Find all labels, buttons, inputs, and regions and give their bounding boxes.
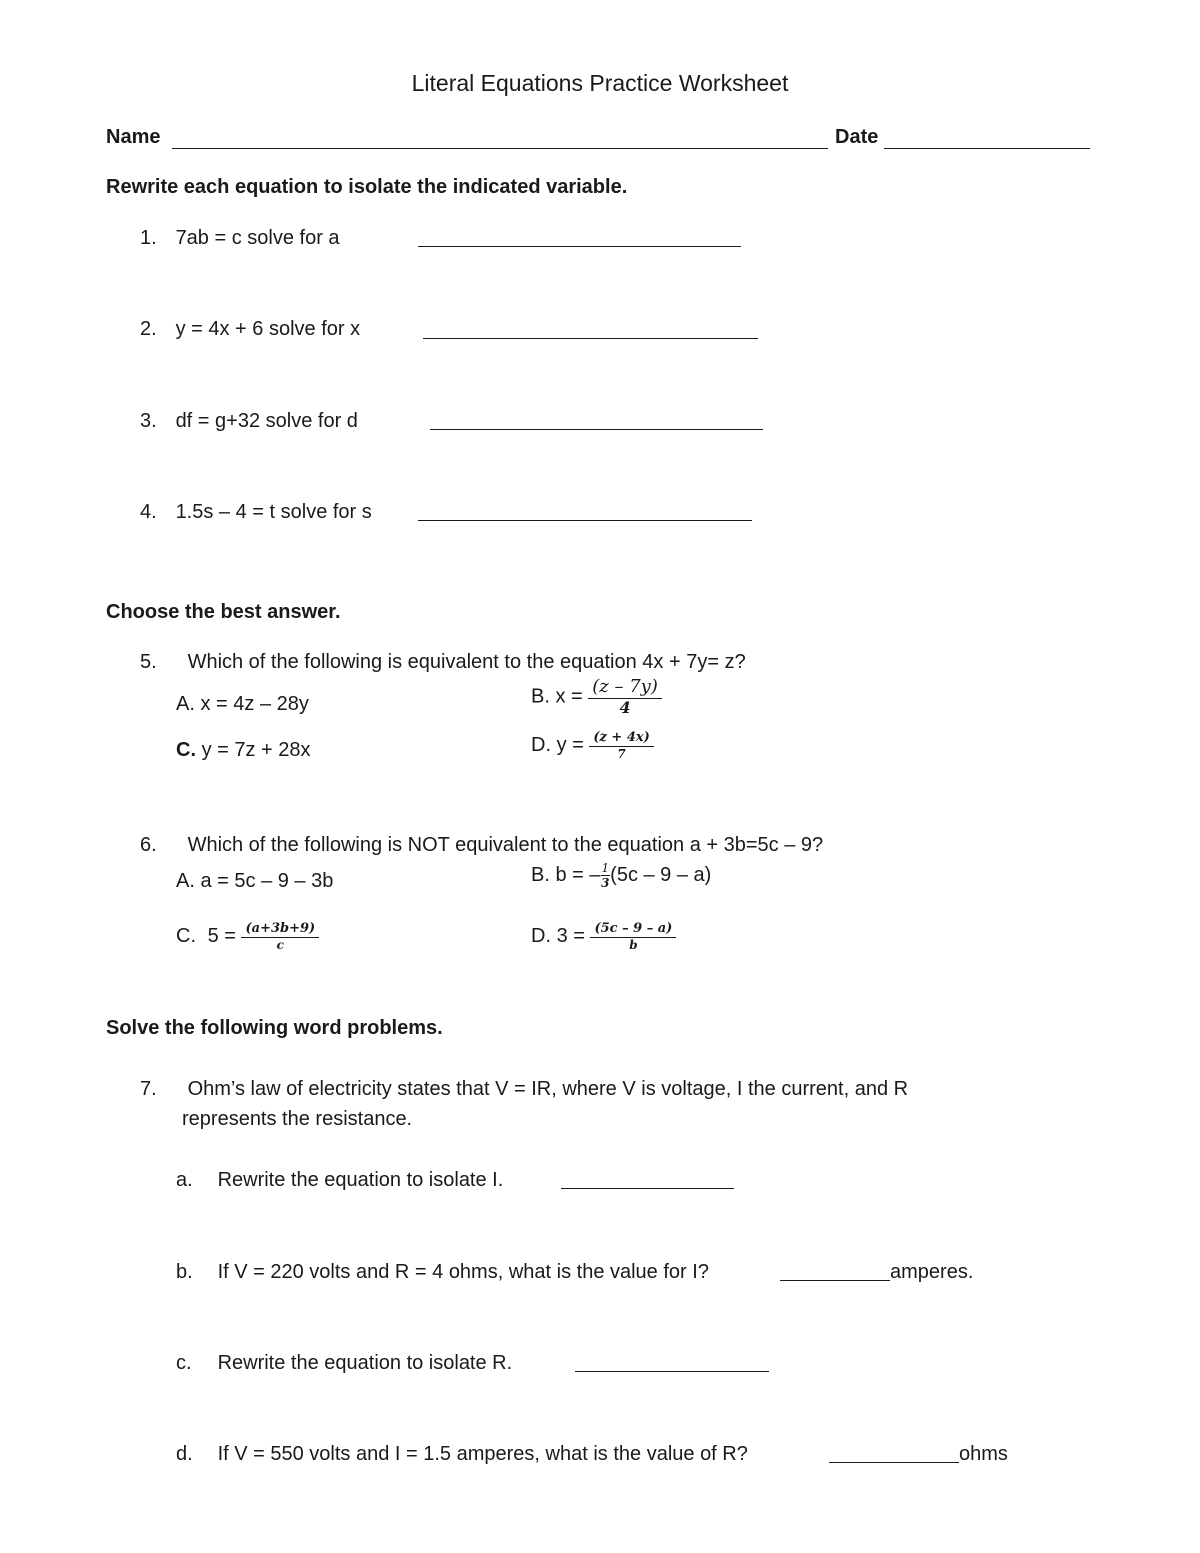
question-7b [176,1261,709,1284]
question-7d [176,1443,748,1466]
choice-label: A. [176,693,195,715]
fraction [590,922,676,951]
sub-label: a. [176,1169,193,1191]
choice-text: a = 5c – 9 – 3b [200,870,334,892]
choice-6a[interactable] [176,870,333,893]
question-number: 4. [140,501,157,523]
question-7a [176,1169,503,1192]
sub-text: Rewrite the equation to isolate I. [217,1169,504,1191]
choice-label: B. [531,863,550,886]
question-7 [140,1078,908,1101]
choice-lhs: y = [556,733,584,756]
choice-lhs: 3 = [556,924,585,947]
question-text: 1.5s – 4 = t solve for s [175,501,372,523]
choice-6c[interactable] [176,922,319,951]
choice-label: A. [176,870,195,892]
section2-heading: Choose the best answer. [106,601,341,623]
answer-line-1[interactable] [418,246,741,247]
section3-heading: Solve the following word problems. [106,1017,443,1039]
unit-ohms: ohms [959,1443,1008,1465]
numerator: (z – 7y) [588,678,662,699]
date-field[interactable] [884,148,1090,149]
question-5 [140,651,746,674]
question-6 [140,834,823,857]
fraction [589,731,653,760]
page-title: Literal Equations Practice Worksheet [411,70,789,96]
question-text: Which of the following is equivalent to the equation 4x + 7y= z? [187,651,746,673]
question-number: 6. [140,834,157,856]
answer-line-4[interactable] [418,520,752,521]
answer-line-7c[interactable] [575,1371,769,1372]
choice-label: C. [176,739,196,761]
question-2 [140,318,360,341]
choice-rest: (5c – 9 – a) [610,863,712,886]
question-text: y = 4x + 6 solve for x [175,318,361,340]
section1-heading: Rewrite each equation to isolate the indicated variable. [106,176,628,198]
choice-lhs: x = [555,685,583,708]
question-text: Which of the following is NOT equivalent to the equation a + 3b=5c – 9? [187,834,824,856]
question-number: 3. [140,410,157,432]
denominator: b [629,937,638,952]
unit-amperes: amperes. [890,1261,974,1283]
choice-6b[interactable] [531,862,711,889]
fraction [241,922,319,951]
sub-text: If V = 550 volts and I = 1.5 amperes, what is the value of R? [217,1443,748,1465]
choice-5d[interactable] [531,731,654,760]
question-number: 1. [140,227,157,249]
question-number: 5. [140,651,157,673]
sub-label: d. [176,1443,193,1465]
question-text-line1: Ohm’s law of electricity states that V = IR, where V is voltage, I the current, and R [187,1078,909,1100]
choice-lhs: b = – [555,863,601,886]
numerator: 1 [601,861,610,875]
date-label: Date [835,126,879,148]
numerator: (a+3b+9) [241,922,319,938]
answer-line-7b[interactable] [780,1280,890,1281]
sub-text: If V = 220 volts and R = 4 ohms, what is the value for I? [217,1261,709,1283]
denominator: 7 [617,746,626,761]
choice-label: B. [531,685,550,708]
question-7c [176,1352,512,1375]
answer-line-3[interactable] [430,429,763,430]
choice-text: x = 4z – 28y [200,693,309,715]
choice-text: y = 7z + 28x [201,739,311,761]
question-text: df = g+32 solve for d [175,410,358,432]
question-3 [140,410,358,433]
choice-5b[interactable] [531,678,662,717]
question-number: 2. [140,318,157,340]
choice-5c[interactable] [176,739,311,762]
question-number: 7. [140,1078,157,1100]
denominator: c [276,937,284,952]
answer-line-2[interactable] [423,338,758,339]
name-field[interactable] [172,148,828,149]
name-label: Name [106,126,161,148]
fraction [601,862,611,889]
denominator: 3 [601,875,610,890]
choice-label: D. [531,924,551,947]
answer-line-7d[interactable] [829,1462,959,1463]
numerator: (5c – 9 – a) [590,922,676,938]
answer-line-7a[interactable] [561,1188,734,1189]
choice-label: C. [176,924,196,947]
choice-lhs: 5 = [207,924,236,947]
sub-label: b. [176,1261,193,1283]
numerator: (z + 4x) [589,731,653,747]
choice-5a[interactable] [176,693,309,716]
question-1 [140,227,340,250]
fraction [588,678,662,717]
question-text-line2: represents the resistance. [182,1108,413,1130]
denominator: 4 [619,697,631,717]
sub-label: c. [176,1352,192,1374]
choice-6d[interactable] [531,922,676,951]
choice-label: D. [531,733,551,756]
question-text: 7ab = c solve for a [175,227,340,249]
sub-text: Rewrite the equation to isolate R. [217,1352,513,1374]
question-4 [140,501,372,524]
